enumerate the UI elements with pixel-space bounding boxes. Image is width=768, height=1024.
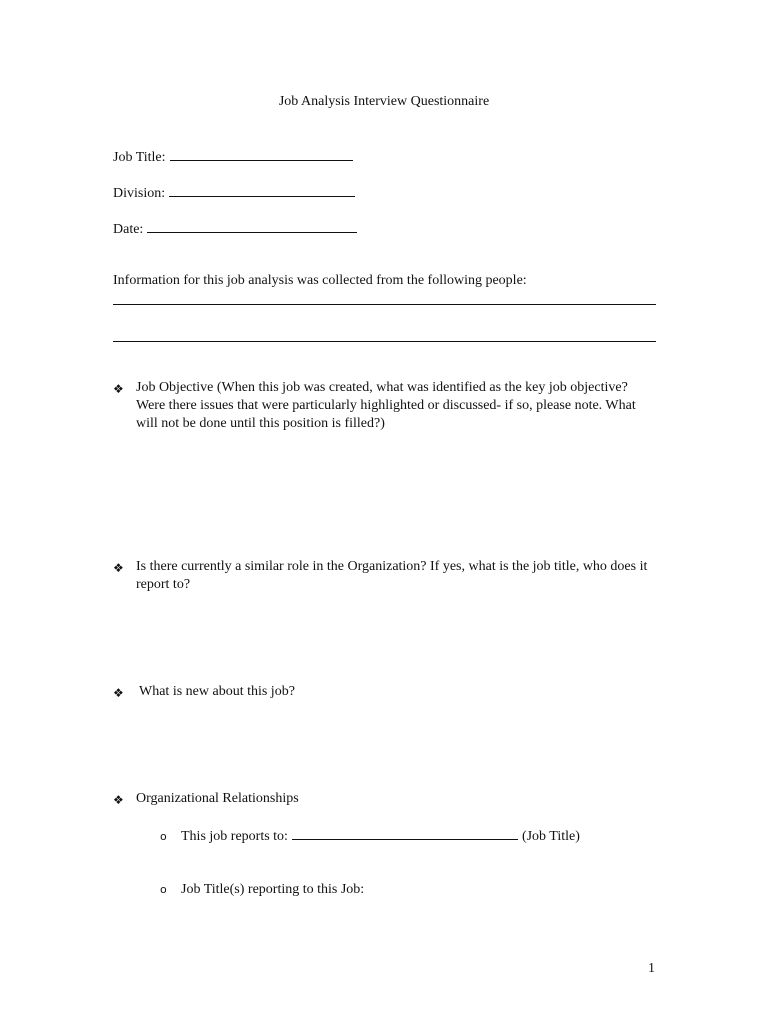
job-objective-text: Job Objective (When this job was created, what was identified as the key job objective? Were there issues that were particularly highlighted or discussed- if so, please note. What will not be done until this position is filled?) [136, 380, 636, 431]
org-relationships-text: Organizational Relationships [136, 791, 299, 806]
section-similar-role [113, 558, 658, 594]
info-heading: Information for this job analysis was collected from the following people: [113, 273, 527, 288]
section-job-objective [113, 379, 658, 433]
date-field [113, 220, 357, 238]
diamond-bullet-icon: ❖ [113, 561, 124, 575]
reporting-to-job-label: Job Title(s) reporting to this Job: [181, 882, 365, 897]
circle-bullet-icon: o [160, 883, 167, 896]
section-org-relationships [113, 790, 658, 808]
division-blank[interactable] [169, 184, 355, 197]
date-blank[interactable] [147, 220, 357, 233]
reports-to-suffix: (Job Title) [521, 829, 580, 844]
reports-to-item [160, 827, 580, 845]
division-label: Division: [113, 186, 166, 201]
reports-to-label: This job reports to: [181, 829, 288, 844]
job-title-field [113, 148, 353, 166]
diamond-bullet-icon: ❖ [113, 793, 124, 807]
division-field [113, 184, 355, 202]
date-label: Date: [113, 222, 144, 237]
job-title-blank[interactable] [170, 148, 353, 161]
page-number: 1 [648, 961, 655, 976]
info-blank-line-2[interactable] [113, 341, 656, 342]
reports-to-blank[interactable] [292, 827, 518, 840]
document-title: Job Analysis Interview Questionnaire [278, 94, 490, 109]
diamond-bullet-icon: ❖ [113, 382, 124, 396]
section-whats-new [113, 683, 658, 701]
job-title-label: Job Title: [113, 150, 166, 165]
circle-bullet-icon: o [160, 830, 167, 843]
similar-role-text: Is there currently a similar role in the Organization? If yes, what is the job title, who does it report to? [136, 559, 648, 592]
info-blank-line-1[interactable] [113, 304, 656, 305]
reporting-to-job-item [160, 882, 364, 898]
diamond-bullet-icon: ❖ [113, 686, 124, 700]
whats-new-text: What is new about this job? [139, 684, 295, 699]
